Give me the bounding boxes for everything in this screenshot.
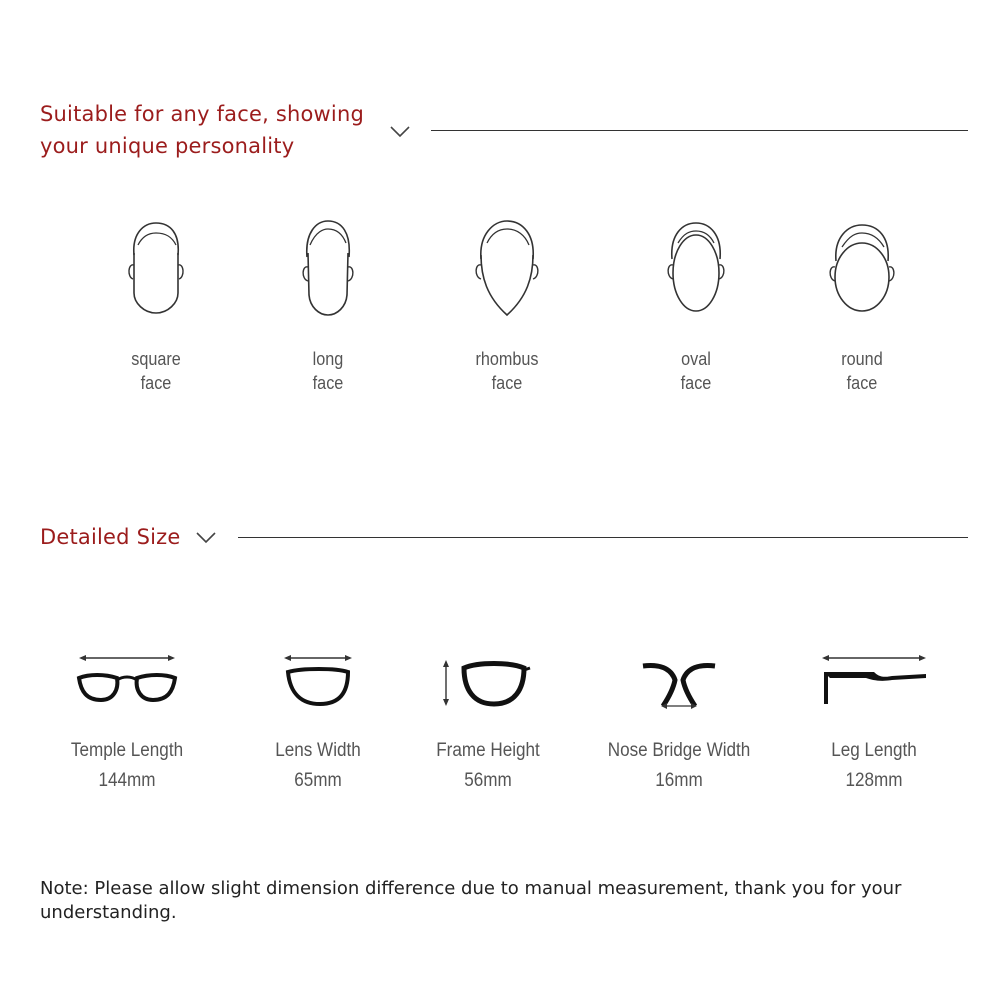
chevron-down-icon[interactable] [389,125,411,139]
size-value: 128mm [845,770,903,791]
face-section-title-line1: Suitable for any face, showing [40,102,364,126]
face-oval [626,215,766,395]
size-value: 144mm [98,770,156,791]
size-leg-length [784,650,964,796]
size-label: Frame Height [436,740,540,761]
size-label: Leg Length [831,740,917,761]
face-rhombus [437,215,577,395]
face-label-line2: face [140,373,172,393]
face-label-line2: face [680,373,712,393]
face-label-line1: long [312,349,344,369]
leg-length-icon [814,650,934,710]
size-label: Temple Length [70,740,184,761]
square-face-icon [116,215,196,325]
rhombus-face-icon [467,215,547,325]
size-temple-length [37,650,217,796]
face-section-title-line2: your unique personality [40,134,295,158]
chevron-down-icon[interactable] [195,531,217,545]
size-value: 65mm [294,770,342,791]
face-label-line1: square [131,349,181,369]
size-section-title: Detailed Size [40,525,181,549]
size-value: 16mm [655,770,703,791]
temple-length-icon [67,650,187,710]
face-square [86,215,226,395]
size-value: 56mm [464,770,512,791]
face-shapes-row [0,215,1000,415]
size-lens-width [228,650,408,796]
size-frame-height [398,650,578,796]
face-label-line1: oval [681,349,711,369]
size-nose-bridge-width [589,650,769,796]
measurement-note: Note: Please allow slight dimension difference due to manual measurement, thank you for your understanding. [40,878,902,923]
size-section-divider [238,537,968,538]
size-specs-row [0,650,1000,810]
face-long [258,215,398,395]
frame-height-icon [428,650,548,710]
size-label: Lens Width [275,740,361,761]
face-round [792,215,932,395]
size-label: Nose Bridge Width [607,740,751,761]
face-label-line2: face [312,373,344,393]
face-section-divider [431,130,968,131]
face-label-line1: round [841,349,883,369]
round-face-icon [822,215,902,325]
face-label-line2: face [846,373,878,393]
nose-bridge-icon [619,650,739,710]
long-face-icon [288,215,368,325]
lens-width-icon [258,650,378,710]
oval-face-icon [656,215,736,325]
face-section-title [40,98,364,162]
face-label-line1: rhombus [475,349,539,369]
face-label-line2: face [491,373,523,393]
